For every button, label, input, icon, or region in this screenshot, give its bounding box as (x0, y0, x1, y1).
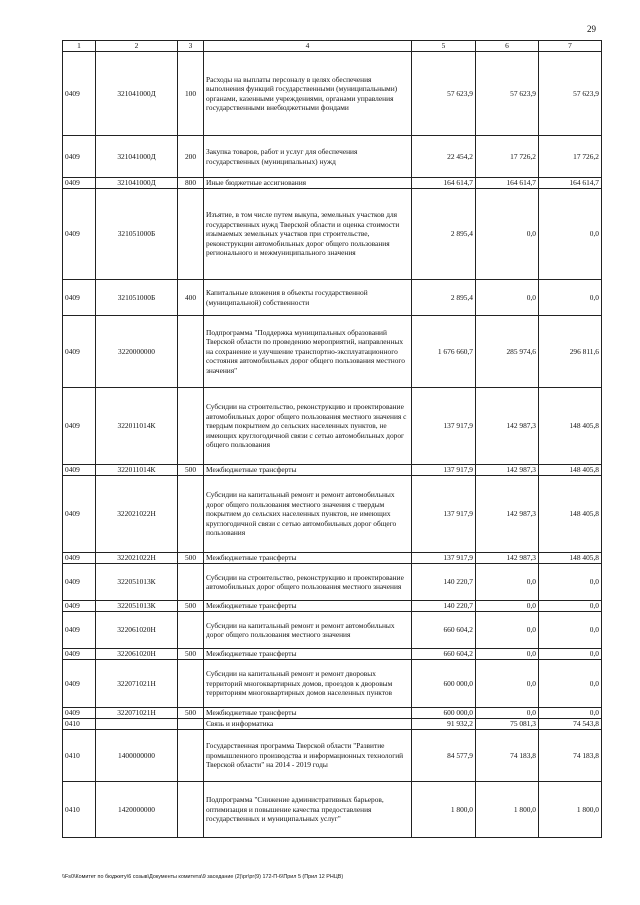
amount-year1-cell: 600 000,0 (412, 660, 476, 708)
section-code-cell: 0409 (63, 649, 96, 660)
expense-type-cell: 100 (178, 52, 204, 136)
section-code-cell: 0409 (63, 465, 96, 476)
expense-type-cell: 500 (178, 553, 204, 564)
amount-year2-cell: 285 974,6 (476, 316, 539, 388)
description-cell: Межбюджетные трансферты (204, 649, 412, 660)
amount-year3-cell: 0,0 (539, 612, 602, 649)
amount-year2-cell: 17 726,2 (476, 136, 539, 178)
table-row (63, 280, 602, 316)
amount-year3-cell: 164 614,7 (539, 178, 602, 189)
target-article-cell: 1400000000 (96, 730, 178, 782)
table-row (63, 708, 602, 719)
amount-year1-cell: 137 917,9 (412, 476, 476, 553)
target-article-cell: 322021022Н (96, 553, 178, 564)
table-row (63, 316, 602, 388)
table-row (63, 564, 602, 601)
amount-year2-cell: 164 614,7 (476, 178, 539, 189)
table-row (63, 136, 602, 178)
description-cell: Субсидии на капитальный ремонт и ремонт автомобильных дорог общего пользования местного значения (204, 612, 412, 649)
target-article-cell: 321041000Д (96, 178, 178, 189)
amount-year1-cell: 660 604,2 (412, 649, 476, 660)
amount-year1-cell: 2 895,4 (412, 189, 476, 280)
amount-year2-cell: 142 987,3 (476, 388, 539, 465)
amount-year2-cell: 75 081,3 (476, 719, 539, 730)
section-code-cell: 0409 (63, 553, 96, 564)
description-cell: Субсидии на капитальный ремонт и ремонт автомобильных дорог общего пользования местного значения с твердым покрытием до сельских населенных пунктов, не имеющих круглогодичной связи с сетью автомобильных дорог общего пользования (204, 476, 412, 553)
amount-year1-cell: 660 604,2 (412, 612, 476, 649)
file-path-footer: \\Fs0\Комитет по бюджету\6 созыв\Документы комитета\9 заседание (2)\рг\рг(9) 172-П-6\Прил 5 (Прил 12 РНЦВ) (62, 874, 344, 880)
target-article-cell: 321041000Д (96, 52, 178, 136)
section-code-cell: 0409 (63, 52, 96, 136)
section-code-cell: 0409 (63, 612, 96, 649)
expense-type-cell (178, 476, 204, 553)
amount-year1-cell: 1 800,0 (412, 782, 476, 838)
amount-year2-cell: 57 623,9 (476, 52, 539, 136)
amount-year3-cell: 148 405,8 (539, 388, 602, 465)
expense-type-cell (178, 316, 204, 388)
description-cell: Иные бюджетные ассигнования (204, 178, 412, 189)
amount-year1-cell: 22 454,2 (412, 136, 476, 178)
amount-year1-cell: 1 676 660,7 (412, 316, 476, 388)
section-code-cell: 0409 (63, 388, 96, 465)
amount-year3-cell: 148 405,8 (539, 553, 602, 564)
expense-type-cell (178, 719, 204, 730)
amount-year2-cell: 0,0 (476, 649, 539, 660)
description-cell: Межбюджетные трансферты (204, 601, 412, 612)
column-header: 2 (96, 41, 178, 52)
expense-type-cell (178, 388, 204, 465)
section-code-cell: 0409 (63, 178, 96, 189)
table-row (63, 719, 602, 730)
expense-type-cell: 800 (178, 178, 204, 189)
description-cell: Субсидии на строительство, реконструкцию и проектирование автомобильных дорог общего пользования местного значения с твердым покрытием до сельских населенных пунктов, не имеющих круглогодичной связи с сетью автомобильных дорог общего пользования (204, 388, 412, 465)
table-row (63, 612, 602, 649)
amount-year1-cell: 137 917,9 (412, 388, 476, 465)
section-code-cell: 0410 (63, 719, 96, 730)
amount-year3-cell: 17 726,2 (539, 136, 602, 178)
section-code-cell: 0409 (63, 476, 96, 553)
amount-year1-cell: 2 895,4 (412, 280, 476, 316)
target-article-cell: 322051013К (96, 601, 178, 612)
description-cell: Межбюджетные трансферты (204, 553, 412, 564)
description-cell: Субсидии на строительство, реконструкцию и проектирование автомобильных дорог общего пользования местного значения (204, 564, 412, 601)
amount-year2-cell: 1 800,0 (476, 782, 539, 838)
target-article-cell: 321051000Б (96, 280, 178, 316)
amount-year1-cell: 600 000,0 (412, 708, 476, 719)
budget-table (62, 40, 602, 838)
amount-year3-cell: 0,0 (539, 708, 602, 719)
amount-year1-cell: 164 614,7 (412, 178, 476, 189)
expense-type-cell: 500 (178, 601, 204, 612)
description-cell: Капитальные вложения в объекты государственной (муниципальной) собственности (204, 280, 412, 316)
description-cell: Закупка товаров, работ и услуг для обеспечения государственных (муниципальных) нужд (204, 136, 412, 178)
target-article-cell: 322061020Н (96, 649, 178, 660)
target-article-cell: 322011014К (96, 465, 178, 476)
amount-year1-cell: 140 220,7 (412, 601, 476, 612)
table-row (63, 178, 602, 189)
section-code-cell: 0409 (63, 708, 96, 719)
expense-type-cell (178, 612, 204, 649)
column-header: 6 (476, 41, 539, 52)
section-code-cell: 0409 (63, 280, 96, 316)
section-code-cell: 0410 (63, 730, 96, 782)
section-code-cell: 0409 (63, 564, 96, 601)
target-article-cell: 322061020Н (96, 612, 178, 649)
amount-year2-cell: 142 987,3 (476, 465, 539, 476)
amount-year1-cell: 57 623,9 (412, 52, 476, 136)
amount-year2-cell: 0,0 (476, 280, 539, 316)
expense-type-cell (178, 660, 204, 708)
description-cell: Межбюджетные трансферты (204, 708, 412, 719)
section-code-cell: 0409 (63, 136, 96, 178)
description-cell: Связь и информатика (204, 719, 412, 730)
target-article-cell: 322071021Н (96, 660, 178, 708)
expense-type-cell (178, 564, 204, 601)
amount-year3-cell: 0,0 (539, 601, 602, 612)
target-article-cell: 322071021Н (96, 708, 178, 719)
description-cell: Расходы на выплаты персоналу в целях обеспечения выполнения функций государственными (муниципальными) органами, казенными учреждениями, органами управления государственными внебюджетными фондами (204, 52, 412, 136)
expense-type-cell (178, 189, 204, 280)
amount-year1-cell: 84 577,9 (412, 730, 476, 782)
amount-year2-cell: 0,0 (476, 189, 539, 280)
amount-year1-cell: 137 917,9 (412, 465, 476, 476)
expense-type-cell: 500 (178, 708, 204, 719)
amount-year2-cell: 0,0 (476, 708, 539, 719)
table-row (63, 649, 602, 660)
amount-year3-cell: 296 811,6 (539, 316, 602, 388)
table-row (63, 388, 602, 465)
section-code-cell: 0409 (63, 316, 96, 388)
amount-year2-cell: 0,0 (476, 564, 539, 601)
column-header: 4 (204, 41, 412, 52)
table-row (63, 660, 602, 708)
description-cell: Изъятие, в том числе путем выкупа, земельных участков для государственных нужд Тверской области и оценка стоимости изымаемых земельных участков при строительстве, реконструкции автомобильных дорог общего пользования регионального и межмуниципального значения (204, 189, 412, 280)
target-article-cell: 3220000000 (96, 316, 178, 388)
table-row (63, 189, 602, 280)
description-cell: Подпрограмма "Поддержка муниципальных образований Тверской области по проведению мероприятий, направленных на сохранение и улучшение транспортно-эксплуатационного состояния автомобильных дорог общего пользования местного значения" (204, 316, 412, 388)
amount-year3-cell: 148 405,8 (539, 465, 602, 476)
amount-year2-cell: 0,0 (476, 660, 539, 708)
target-article-cell: 322011014К (96, 388, 178, 465)
target-article-cell: 322051013К (96, 564, 178, 601)
column-header: 1 (63, 41, 96, 52)
table-row (63, 782, 602, 838)
column-header: 5 (412, 41, 476, 52)
amount-year3-cell: 74 543,8 (539, 719, 602, 730)
amount-year3-cell: 0,0 (539, 564, 602, 601)
expense-type-cell: 500 (178, 649, 204, 660)
section-code-cell: 0410 (63, 782, 96, 838)
amount-year3-cell: 74 183,8 (539, 730, 602, 782)
table-row (63, 730, 602, 782)
expense-type-cell: 200 (178, 136, 204, 178)
section-code-cell: 0409 (63, 601, 96, 612)
expense-type-cell (178, 782, 204, 838)
amount-year2-cell: 0,0 (476, 612, 539, 649)
amount-year1-cell: 140 220,7 (412, 564, 476, 601)
column-header: 3 (178, 41, 204, 52)
column-header: 7 (539, 41, 602, 52)
amount-year3-cell: 0,0 (539, 189, 602, 280)
expense-type-cell: 400 (178, 280, 204, 316)
amount-year3-cell: 0,0 (539, 649, 602, 660)
amount-year1-cell: 91 932,2 (412, 719, 476, 730)
expense-type-cell: 500 (178, 465, 204, 476)
amount-year2-cell: 142 987,3 (476, 553, 539, 564)
target-article-cell (96, 719, 178, 730)
target-article-cell: 321051000Б (96, 189, 178, 280)
amount-year1-cell: 137 917,9 (412, 553, 476, 564)
table-header-row (63, 41, 602, 52)
amount-year2-cell: 74 183,8 (476, 730, 539, 782)
amount-year2-cell: 142 987,3 (476, 476, 539, 553)
amount-year3-cell: 57 623,9 (539, 52, 602, 136)
amount-year3-cell: 0,0 (539, 280, 602, 316)
amount-year3-cell: 148 405,8 (539, 476, 602, 553)
description-cell: Субсидии на капитальный ремонт и ремонт дворовых территорий многоквартирных домов, проездов к дворовым территориям многоквартирных домов населенных пунктов (204, 660, 412, 708)
description-cell: Государственная программа Тверской области "Развитие промышленного производства и информационных технологий Тверской области" на 2014 - 2019 годы (204, 730, 412, 782)
table-row (63, 52, 602, 136)
target-article-cell: 322021022Н (96, 476, 178, 553)
target-article-cell: 1420000000 (96, 782, 178, 838)
table-row (63, 553, 602, 564)
amount-year2-cell: 0,0 (476, 601, 539, 612)
table-row (63, 465, 602, 476)
description-cell: Подпрограмма "Снижение административных барьеров, оптимизация и повышение качества предоставления государственных и муниципальных услуг" (204, 782, 412, 838)
page-number: 29 (587, 24, 596, 34)
table-row (63, 601, 602, 612)
table-row (63, 476, 602, 553)
amount-year3-cell: 0,0 (539, 660, 602, 708)
amount-year3-cell: 1 800,0 (539, 782, 602, 838)
target-article-cell: 321041000Д (96, 136, 178, 178)
section-code-cell: 0409 (63, 660, 96, 708)
expense-type-cell (178, 730, 204, 782)
section-code-cell: 0409 (63, 189, 96, 280)
description-cell: Межбюджетные трансферты (204, 465, 412, 476)
